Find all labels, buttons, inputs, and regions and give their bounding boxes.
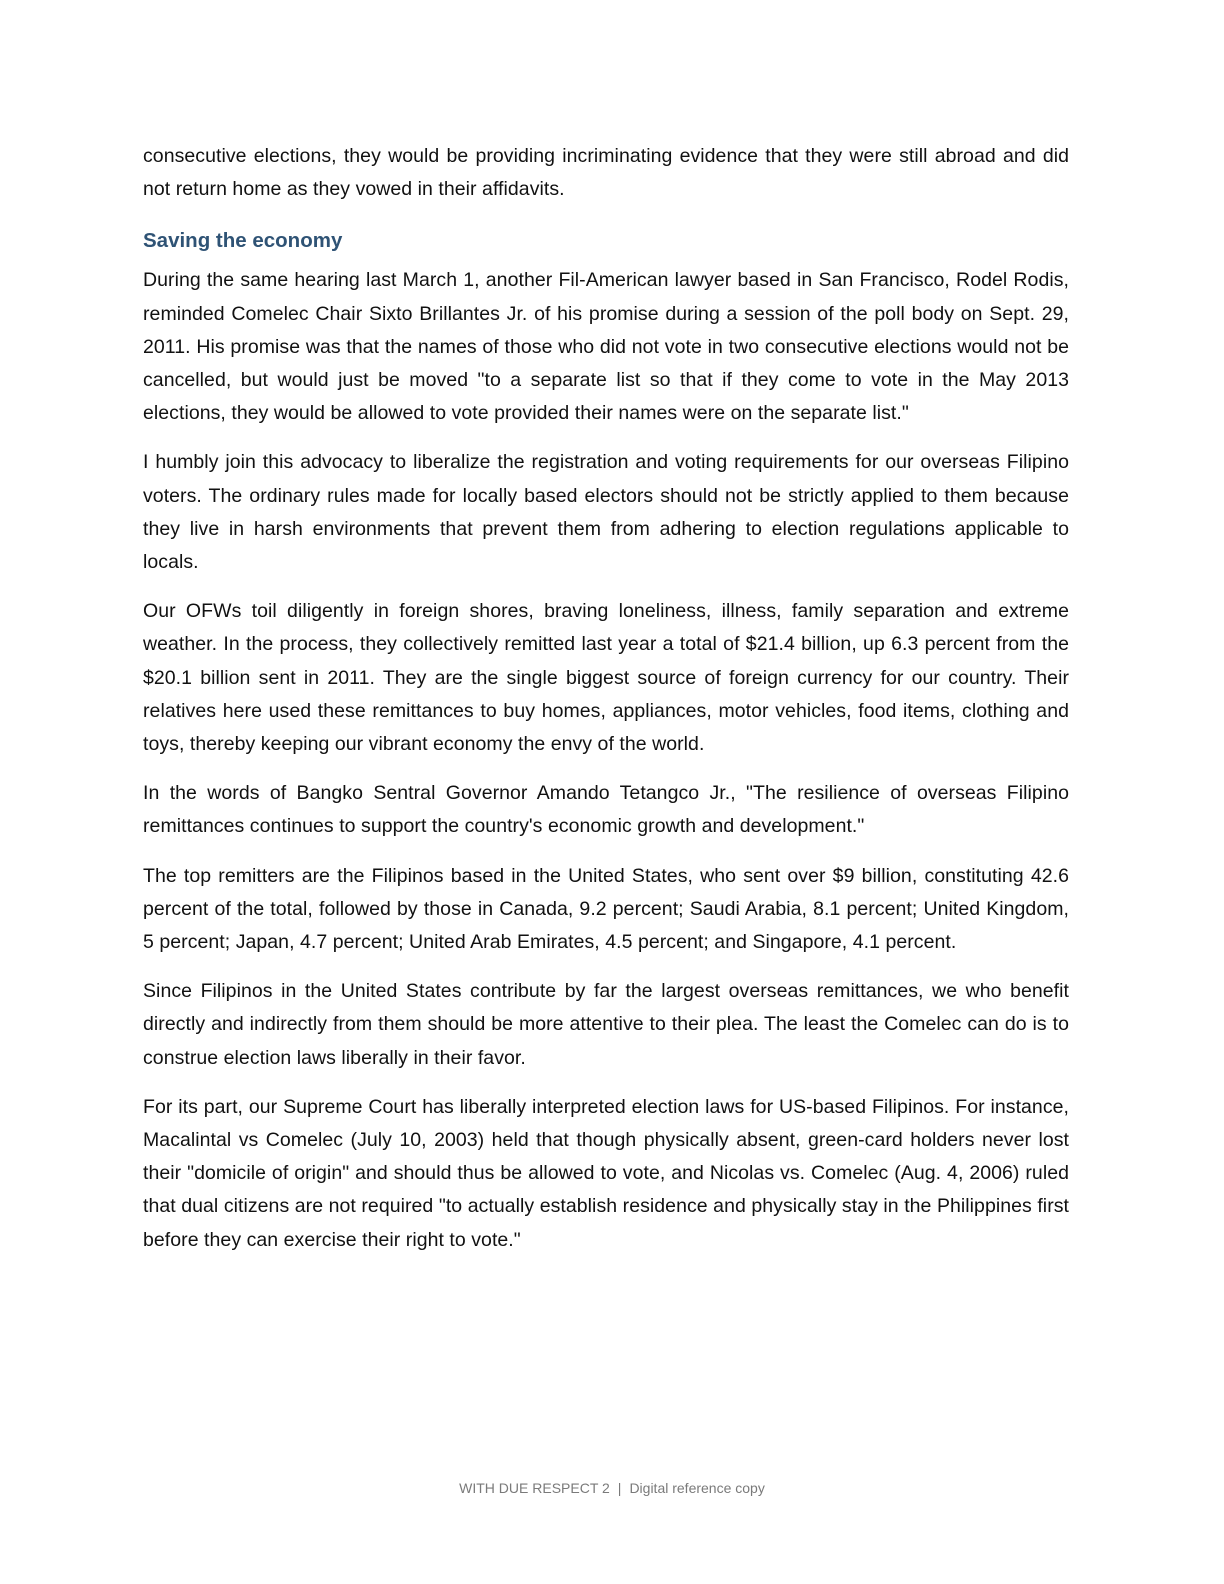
page-content [143,140,1069,1273]
paragraph-supreme-court: For its part, our Supreme Court has liberally interpreted election laws for US-based Filipinos. For instance, Macalintal vs Comelec (July 10, 2003) held that though physically absent, green-card holders never lost their "domicile of origin" and should thus be allowed to vote, and Nicolas vs. Comelec (Aug. 4, 2006) ruled that dual citizens are not required "to actually establish residence and physically stay in the Philippines first before they can exercise their right to vote." [143,1095,1069,1251]
paragraph-hearing: During the same hearing last March 1, another Fil-American lawyer based in San Francisco, Rodel Rodis, reminded Comelec Chair Sixto Brillantes Jr. of his promise during a session of the poll body on Sept. 29, 2011. His promise was that the names of those who did not vote in two consecutive elections would not be cancelled, but would just be moved "to a separate list so that if they come to vote in the May 2013 elections, they would be allowed to vote provided their names were on the separate list." [143,269,1069,425]
paragraph-top-remitters: The top remitters are the Filipinos based in the United States, who sent over $9 billion, constituting 42.6 percent of the total, followed by those in Canada, 9.2 percent; Saudi Arabia, 8.1 percent; United Kingdom, 5 percent; Japan, 4.7 percent; United Arab Emirates, 4.5 percent; and Singapore, 4.1 percent. [143,864,1069,954]
paragraph-bsp-quote: In the words of Bangko Sentral Governor Amando Tetangco Jr., "The resilience of overseas Filipino remittances continues to support the country's economic growth and development." [143,782,1069,838]
footer-note: Digital reference copy [629,1480,765,1496]
footer-title: WITH DUE RESPECT 2 [459,1480,610,1496]
paragraph-advocacy: I humbly join this advocacy to liberalize the registration and voting requirements for our overseas Filipino voters. The ordinary rules made for locally based electors should not be strictly applied to them because they live in harsh environments that prevent them from adhering to election regulations applicable to locals. [143,451,1069,574]
paragraph-us-filipinos: Since Filipinos in the United States contribute by far the largest overseas remittances, we who benefit directly and indirectly from them should be more attentive to their plea. The least the Comelec can do is to construe election laws liberally in their favor. [143,980,1069,1069]
paragraph-ofw-remittances: Our OFWs toil diligently in foreign shores, braving loneliness, illness, family separation and extreme weather. In the process, they collectively remitted last year a total of $21.4 billion, up 6.3 percent from the $20.1 billion sent in 2011. They are the single biggest source of foreign currency for our country. Their relatives here used these remittances to buy homes, appliances, motor vehicles, food items, clothing and toys, thereby keeping our vibrant economy the envy of the world. [143,600,1069,756]
page-footer [0,1478,1224,1498]
footer-separator: | [617,1480,622,1496]
section-heading: Saving the economy [143,229,343,253]
paragraph-continuation: consecutive elections, they would be providing incriminating evidence that they were still abroad and did not return home as they vowed in their affidavits. [143,145,1069,201]
